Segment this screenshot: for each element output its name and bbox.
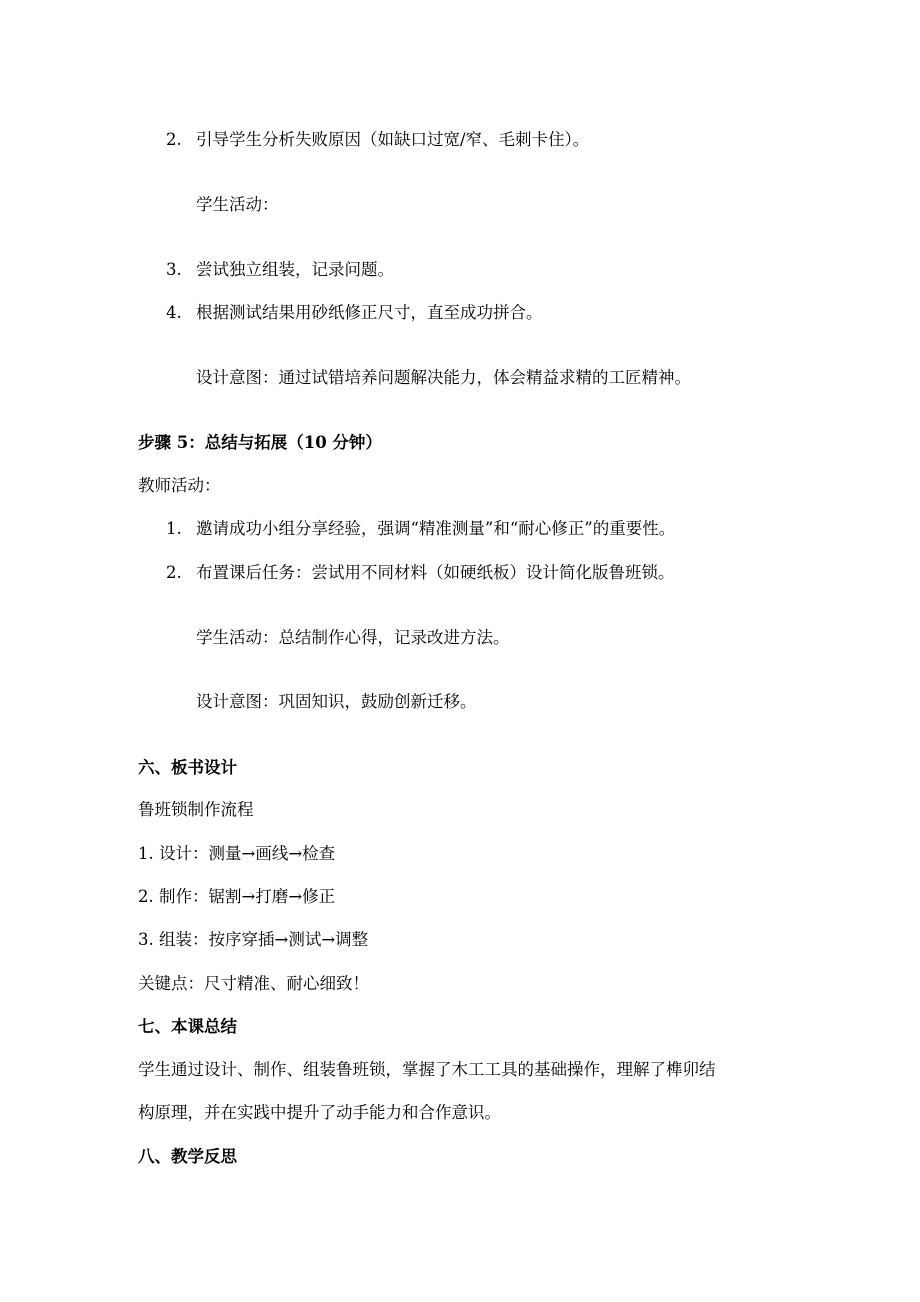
list-number: 3. — [166, 260, 182, 279]
list-item: 布置课后任务：尝试用不同材料（如硬纸板）设计简化版鲁班锁。 — [196, 563, 675, 582]
list-item: 引导学生分析失败原因（如缺口过宽/窄、毛刺卡住）。 — [196, 130, 590, 149]
list-item: 尝试独立组装，记录问题。 — [196, 260, 394, 279]
list-number: 1. — [166, 519, 182, 538]
summary-line: 构原理，并在实践中提升了动手能力和合作意识。 — [138, 1103, 501, 1122]
section7-heading: 七、本课总结 — [138, 1017, 237, 1036]
list-item: 邀请成功小组分享经验，强调“精准测量”和“耐心修正”的重要性。 — [196, 519, 676, 538]
list-item: 根据测试结果用砂纸修正尺寸，直至成功拼合。 — [196, 303, 543, 322]
summary-line: 学生通过设计、制作、组装鲁班锁，掌握了木工工具的基础操作，理解了榫卯结 — [138, 1060, 716, 1079]
list-number: 4. — [166, 303, 182, 322]
student-activity-label: 学生活动： — [196, 195, 279, 214]
board-item: 1. 设计：测量→画线→检查 — [138, 844, 336, 863]
board-subtitle: 鲁班锁制作流程 — [138, 800, 254, 819]
teacher-activity-label: 教师活动： — [138, 476, 221, 495]
board-item: 3. 组装：按序穿插→测试→调整 — [138, 930, 369, 949]
student-activity: 学生活动：总结制作心得，记录改进方法。 — [196, 628, 510, 647]
list-number: 2. — [166, 563, 182, 582]
section8-heading: 八、教学反思 — [138, 1147, 237, 1166]
design-intent: 设计意图：通过试错培养问题解决能力，体会精益求精的工匠精神。 — [196, 368, 691, 387]
key-point: 关键点：尺寸精准、耐心细致！ — [138, 974, 369, 993]
list-number: 2. — [166, 130, 182, 149]
design-intent: 设计意图：巩固知识，鼓励创新迁移。 — [196, 692, 477, 711]
board-item: 2. 制作：锯割→打磨→修正 — [138, 887, 336, 906]
section6-heading: 六、板书设计 — [138, 758, 237, 777]
step5-heading: 步骤 5：总结与拓展（10 分钟） — [138, 433, 382, 452]
